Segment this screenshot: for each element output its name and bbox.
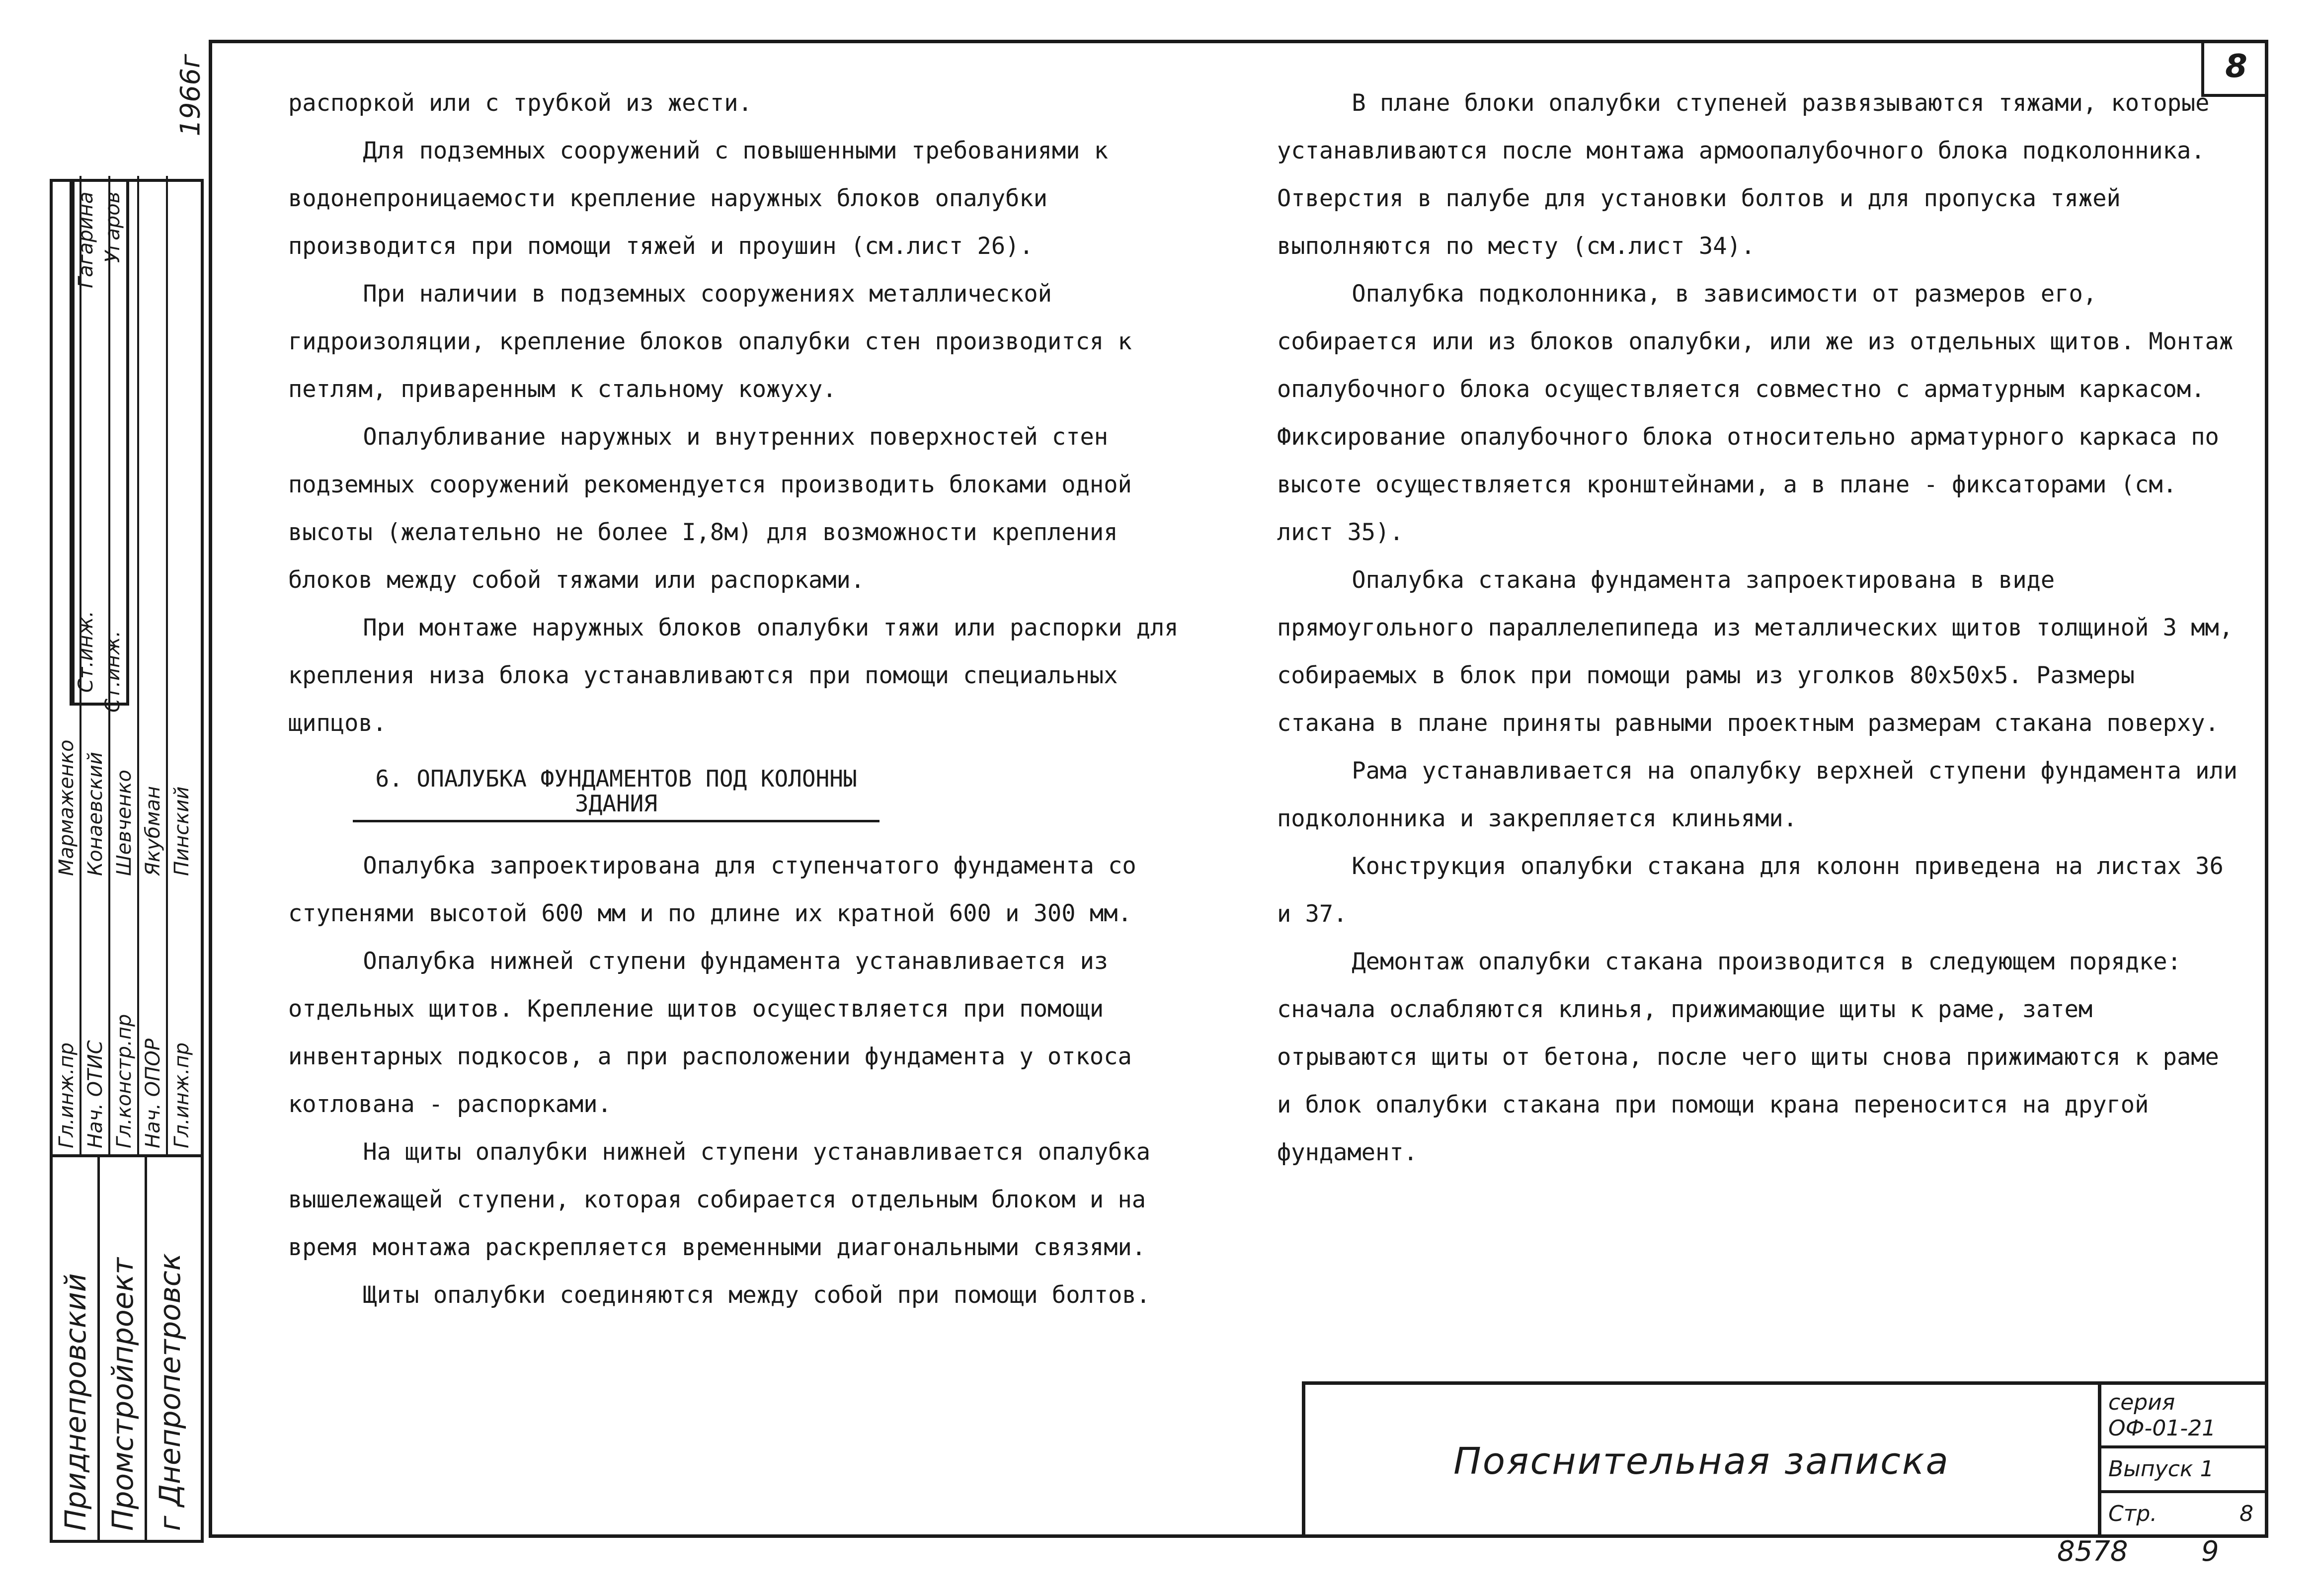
paragraph: распоркой или с трубкой из жести. xyxy=(288,89,752,117)
page-cell xyxy=(2101,1493,2268,1538)
section-heading: 6. ОПАЛУБКА ФУНДАМЕНТОВ ПОД КОЛОННЫ ЗДАНИЯ xyxy=(353,766,879,822)
page-label: Стр. xyxy=(2108,1501,2158,1526)
paragraph: При наличии в подземных сооружениях металлической гидроизоляции, крепление блоков опалубки стен производится к петлям, приваренным к стальному кожуху. xyxy=(288,280,1132,403)
year-note: 1966г xyxy=(174,54,206,137)
paragraph: Опалубка стакана фундамента запроектирована в виде прямоугольного параллелепипеда из металлических щитов толщиной 3 мм, собираемых в блок при помощи рамы из уголков 80х50х5. Размеры стакана в плане приняты равными проектным размерам стакана поверху. xyxy=(1277,566,2234,737)
approval-row: Нач. ОПОР Якубман xyxy=(139,176,168,1154)
series-value: ОФ-01-21 xyxy=(2108,1416,2216,1441)
paragraph: Щиты опалубки соединяются между собой при помощи болтов. xyxy=(363,1281,1150,1309)
right-text-column xyxy=(1277,80,2246,1177)
upper-roles: Ст.инж. Гагарина xyxy=(73,182,101,703)
archive-number: 8578 xyxy=(2057,1535,2128,1568)
org-city: г Днепропетровск xyxy=(153,1253,187,1531)
stamp-cells xyxy=(2098,1385,2268,1538)
paragraph: Опалубка нижней ступени фундамента устанавливается из отдельных щитов. Крепление щитов осуществляется при помощи инвентарных подкосов, а при расположении фундамента у откоса котлована - распорками. xyxy=(288,948,1132,1118)
paragraph: На щиты опалубки нижней ступени устанавливается опалубка вышележащей ступени, которая собирается отдельным блоком и на время монтажа раскрепляется временными диагональными связями. xyxy=(288,1138,1150,1261)
approval-row: Гл.инж.пр Мармаженко xyxy=(53,176,81,1154)
document-title: Пояснительная записка xyxy=(1453,1440,1950,1483)
org-subname: Промстройпроект xyxy=(100,1157,147,1540)
page-number: 9 xyxy=(2201,1535,2219,1568)
paragraph: Опалубка подколонника, в зависимости от размеров его, собирается или из блоков опалубки, или же из отдельных щитов. Монтаж опалубочного блока осуществляется совместно с арматурным каркасом. Фиксирование опалубочного блока относительно арматурного каркаса по высоте осуществляется кронштейнами, а в плане - фиксаторами (см. лист 35). xyxy=(1277,280,2234,546)
org-name: Приднепровский xyxy=(53,1157,100,1540)
approval-block-upper xyxy=(70,179,129,713)
paragraph: Рама устанавливается на опалубку верхней ступени фундамента или подколонника и закрепляется клиньями. xyxy=(1277,757,2238,832)
sheet-number: 8 xyxy=(2201,40,2268,97)
series-cell xyxy=(2101,1385,2268,1448)
paragraph: Опалубливание наружных и внутренних поверхностей стен подземных сооружений рекомендуется производить блоками одной высоты (желательно не более I,8м) для возможности крепления блоков между собой тяжами или распорками. xyxy=(288,423,1132,594)
approval-row: Гл.инж.пр Пинский xyxy=(170,786,193,1148)
page-value: 8 xyxy=(2239,1501,2253,1526)
paragraph: Для подземных сооружений с повышенными требованиями к водонепроницаемости крепление наружных блоков опалубки производится при помощи тяжей и проушин (см.лист 26). xyxy=(288,137,1109,260)
paragraph: При монтаже наружных блоков опалубки тяжи или распорки для крепления низа блока устанавливаются при помощи специальных щипцов. xyxy=(288,614,1179,737)
upper-roles-2: Ст.инж. Угаров xyxy=(101,192,124,713)
left-text-column xyxy=(288,80,1207,1319)
paragraph: В плане блоки опалубки ступеней развязываются тяжами, которые устанавливаются после монтажа армоопалубочного блока подколонника. Отверстия в палубе для установки болтов и для пропуска тяжей выполняются по месту (см.лист 34). xyxy=(1277,89,2210,260)
approval-row: Гл.констр.пр Шевченко xyxy=(110,176,139,1154)
paragraph: Конструкция опалубки стакана для колонн приведена на листах 36 и 37. xyxy=(1277,853,2224,928)
issue-cell: Выпуск 1 xyxy=(2101,1448,2268,1493)
title-stamp xyxy=(1302,1381,2268,1538)
paragraph: Демонтаж опалубки стакана производится в следующем порядке: сначала ослабляются клинья, прижимающие щиты к раме, затем отрываются щиты от бетона, после чего щиты снова прижимаются к раме и блок опалубки стакана при помощи крана переносится на другой фундамент. xyxy=(1277,948,2219,1166)
approval-row: Нач. ОТИС Конаевский xyxy=(81,176,110,1154)
series-label: серия xyxy=(2108,1390,2175,1415)
paragraph: Опалубка запроектирована для ступенчатого фундамента со ступенями высотой 600 мм и по длине их кратной 600 и 300 мм. xyxy=(288,852,1136,927)
